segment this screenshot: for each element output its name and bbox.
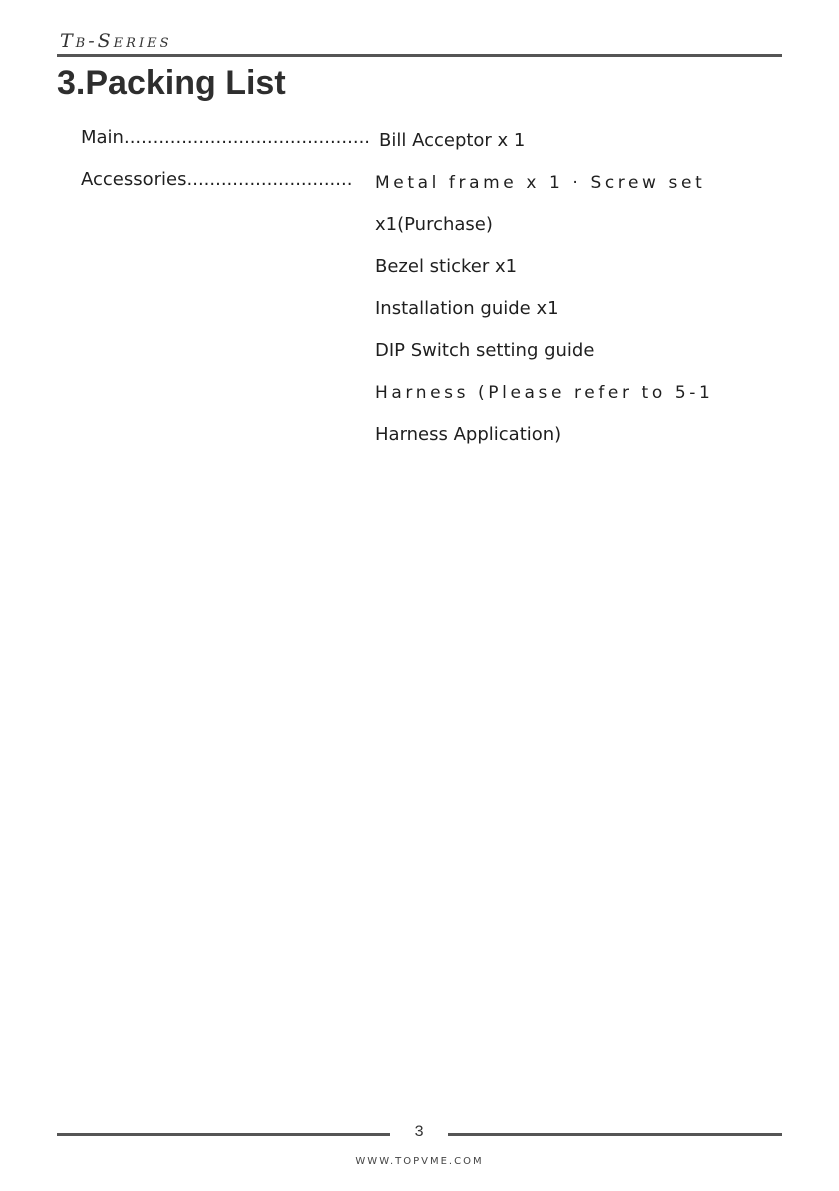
accessories-leader-dots: ............................. [186, 169, 353, 190]
main-leader-dots: ........................................... [123, 127, 371, 148]
packing-items [375, 126, 714, 462]
accessory-line: Harness (Please refer to 5-1 [375, 383, 714, 403]
page-title: 3.Packing List [57, 64, 286, 102]
accessory-line: DIP Switch setting guide [375, 340, 595, 361]
accessory-line: Harness Application) [375, 424, 562, 445]
accessory-line: Bezel sticker x1 [375, 256, 518, 277]
accessories-label-row [81, 165, 353, 207]
header-divider [57, 54, 782, 57]
series-header: Tb-Series [60, 30, 172, 52]
main-item: Bill Acceptor x 1 [379, 130, 526, 151]
main-label-row [81, 123, 371, 165]
packing-labels [81, 123, 371, 207]
footer-divider-left [57, 1133, 390, 1136]
accessory-line: Metal frame x 1 · Screw set [375, 173, 706, 193]
accessory-line: x1(Purchase) [375, 214, 493, 235]
accessories-label: Accessories [81, 169, 187, 190]
footer-divider-right [448, 1133, 782, 1136]
website-url: WWW.TOPVME.COM [355, 1156, 484, 1167]
page-number: 3 [414, 1123, 424, 1141]
accessory-line: Installation guide x1 [375, 298, 559, 319]
main-label: Main [81, 127, 124, 148]
